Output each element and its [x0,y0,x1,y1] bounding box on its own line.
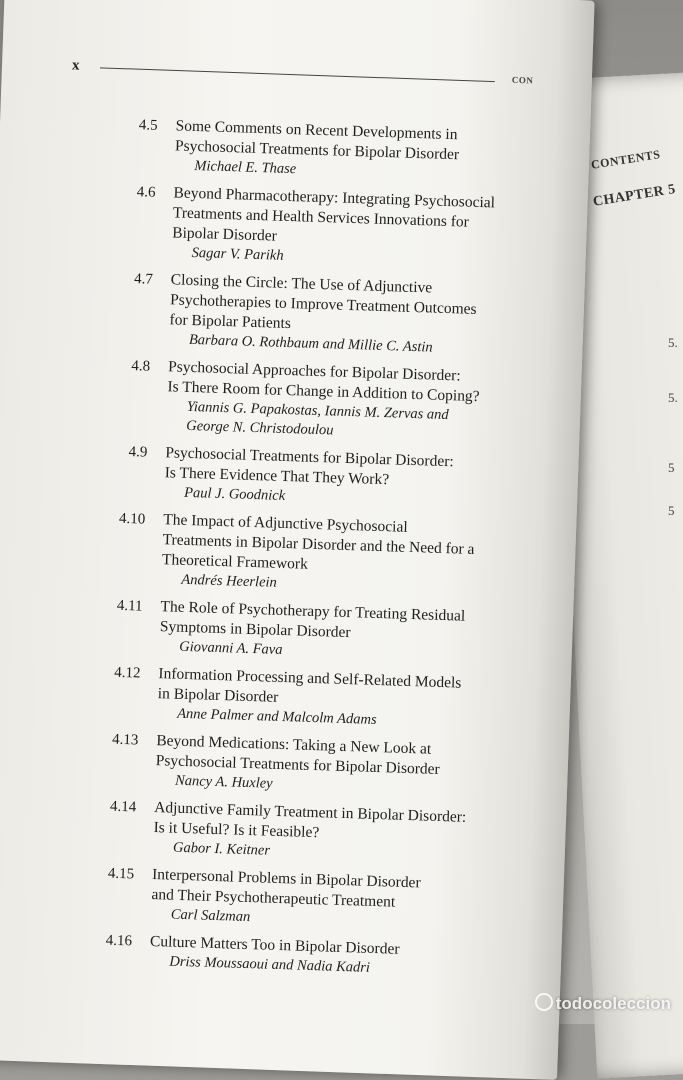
watermark-text: todocoleccion [555,994,671,1013]
entry-title: The Impact of Adjunctive Psychosocial Treatments in Bipolar Disorder and the Need for a Theoretical Framework [161,511,475,573]
entry-title: Psychosocial Approaches for Bipolar Disorder: Is There Room for Change in Addition to Coping? [167,358,480,406]
entry-author: Carl Salzman [170,906,251,926]
entry-author: Driss Moussaoui and Nadia Kadri [169,953,371,976]
entry-author: Sagar V. Parikh [191,244,284,264]
entry-number: 4.15 [107,865,135,883]
entry-author: Nancy A. Huxley [174,772,273,792]
entry-author: Barbara O. Rothbaum and Millie C. Astin [188,331,433,356]
facing-page-chapter-label: CHAPTER 5 [592,181,677,210]
toc-entry [75,863,517,936]
entry-title: Beyond Medications: Taking a New Look at Psychosocial Treatments for Bipolar Disorder [155,732,440,778]
entry-number: 4.7 [133,271,154,288]
toc-entry [93,268,535,361]
entry-author: Gabor I. Keitner [172,839,271,859]
facing-page-section-mark: 5 [668,460,675,475]
entry-author: Giovanni A. Fava [179,638,283,658]
entry-number: 4.9 [128,444,148,461]
entry-title: Some Comments on Recent Developments in Psychosocial Treatments for Bipolar Disorder [174,117,460,164]
entry-number: 4.11 [116,597,143,615]
toc-entry [83,595,525,668]
entry-title: Interpersonal Problems in Bipolar Disorder and Their Psychotherapeutic Treatment [151,866,421,911]
facing-page-contents-label: CONTENTS [590,147,662,172]
header-rule [100,67,495,82]
entry-title: Psychosocial Treatments for Bipolar Disorder: Is There Evidence That They Work? [164,444,454,489]
entry-number: 4.14 [109,798,137,816]
entry-number: 4.13 [111,731,139,749]
watermark-logo-icon [535,993,553,1011]
entry-title: Adjunctive Family Treatment in Bipolar Disorder: Is it Useful? Is it Feasible? [153,799,467,842]
toc-entry [88,441,530,514]
entry-author: Paul J. Goodnick [183,484,286,505]
toc-entry [79,729,521,802]
page-number: x [71,57,80,74]
entry-title: The Role of Psychotherapy for Treating Residual Symptoms in Bipolar Disorder [159,598,466,642]
entry-number: 4.5 [138,117,158,134]
watermark [535,993,671,1014]
entry-title: Beyond Pharmacotherapy: Integrating Psychosocial Treatments and Health Services Innovations for Bipolar Disorder [172,184,496,245]
entry-author: Anne Palmer and Malcolm Adams [176,705,377,728]
entry-title: Closing the Circle: The Use of Adjunctive Psychotherapies to Improve Treatment Outcomes for Bipolar Patients [169,271,477,333]
entry-author: Michael E. Thase [194,157,297,178]
entry-number: 4.10 [118,510,146,528]
facing-page-section-mark: 5. [668,335,678,350]
entry-number: 4.16 [105,932,133,950]
entry-number: 4.12 [113,664,141,682]
entry-author: Andrés Heerlein [181,571,278,591]
entry-title: Information Processing and Self-Related Models in Bipolar Disorder [157,665,462,706]
entry-number: 4.6 [136,184,156,201]
entry-author: Yiannis G. Papakostas, Iannis M. Zervas and George N. Christodoulou [185,398,449,439]
toc-entry [98,114,540,187]
toc-entry [77,796,519,869]
facing-page-section-mark: 5 [668,503,675,518]
page-header [72,57,552,94]
toc-entry [81,662,523,735]
toc-entry [95,181,537,274]
entry-title: Culture Matters Too in Bipolar Disorder [149,932,400,958]
facing-page-section-mark: 5. [668,390,678,405]
running-head: CON [511,74,534,86]
entry-number: 4.8 [131,358,151,375]
toc-entry [73,930,514,983]
table-of-contents [73,114,540,990]
toc-entry [90,355,532,447]
toc-entry [85,508,527,601]
